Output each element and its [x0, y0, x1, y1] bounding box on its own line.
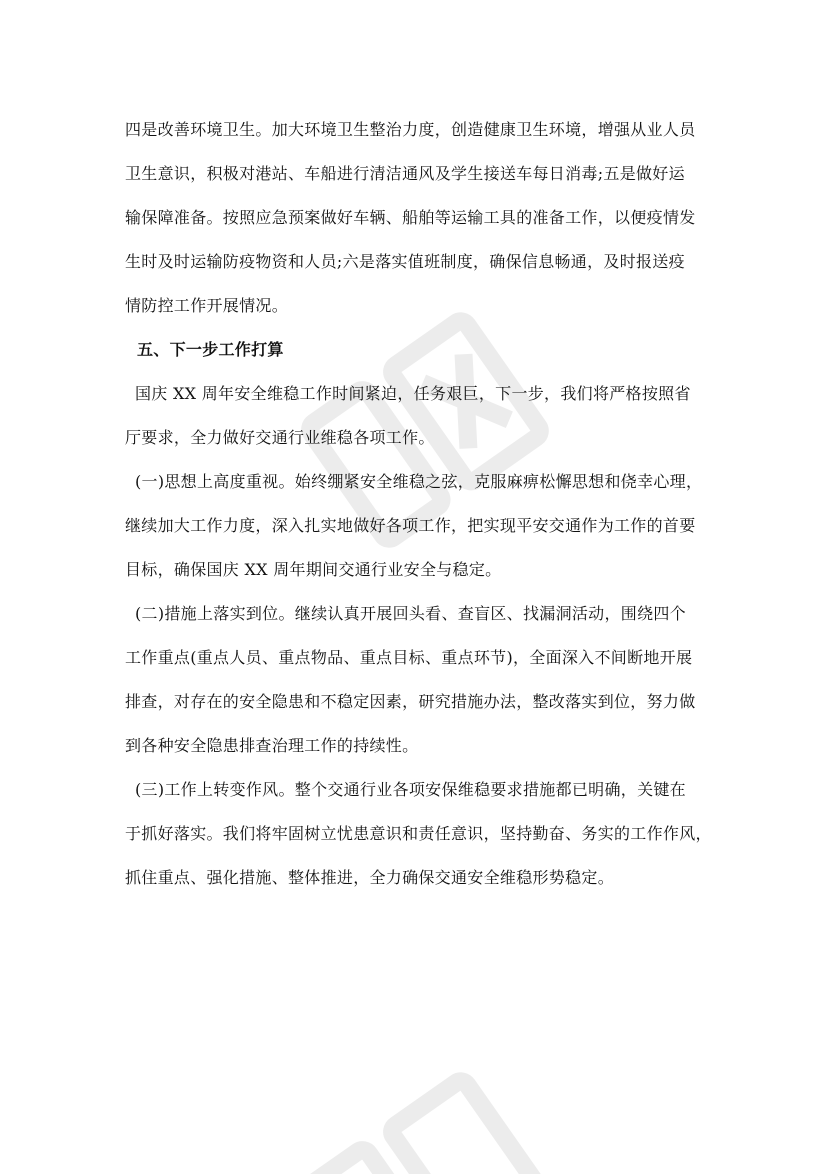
item-three-line: 抓住重点、强化措施、整体推进，全力确保交通安全维稳形势稳定。 — [125, 868, 615, 887]
paragraph-line: 四是改善环境卫生。加大环境卫生整治力度，创造健康卫生环境，增强从业人员 — [125, 120, 696, 139]
watermark-logo-bottom — [300, 1060, 550, 1174]
section-heading: 五、下一步工作打算 — [137, 340, 284, 359]
item-one-line: 继续加大工作力度，深入扎实地做好各项工作，把实现平安交通作为工作的首要 — [125, 516, 696, 535]
paragraph-line: 输保障准备。按照应急预案做好车辆、船舶等运输工具的准备工作，以便疫情发 — [125, 208, 696, 227]
document-body — [125, 108, 725, 900]
item-three-line: (三)工作上转变作风。整个交通行业各项安保维稳要求措施都已明确，关键在 — [135, 780, 686, 799]
item-one-line: (一)思想上高度重视。始终绷紧安全维稳之弦，克服麻痹松懈思想和侥幸心理， — [135, 472, 703, 491]
item-one-line: 目标，确保国庆 XX 周年期间交通行业安全与稳定。 — [125, 560, 502, 579]
intro-line: 国庆 XX 周年安全维稳工作时间紧迫，任务艰巨，下一步，我们将严格按照省 — [135, 384, 691, 403]
paragraph-line: 情防控工作开展情况。 — [125, 296, 289, 315]
item-three-line: 于抓好落实。我们将牢固树立忧患意识和责任意识，坚持勤奋、务实的工作作风， — [125, 824, 712, 843]
paragraph-line: 卫生意识，积极对港站、车船进行清洁通风及学生接送车每日消毒;五是做好运 — [125, 164, 685, 183]
intro-line: 厅要求，全力做好交通行业维稳各项工作。 — [125, 428, 435, 447]
item-two-line: 排查，对存在的安全隐患和不稳定因素，研究措施办法，整改落实到位，努力做 — [125, 692, 696, 711]
item-two-line: 工作重点(重点人员、重点物品、重点目标、重点环节)，全面深入不间断地开展 — [125, 648, 693, 667]
item-two-line: (二)措施上落实到位。继续认真开展回头看、查盲区、找漏洞活动，围绕四个 — [135, 604, 686, 623]
item-two-line: 到各种安全隐患排查治理工作的持续性。 — [125, 736, 419, 755]
paragraph-line: 生时及时运输防疫物资和人员;六是落实值班制度，确保信息畅通，及时报送疫 — [125, 252, 685, 271]
